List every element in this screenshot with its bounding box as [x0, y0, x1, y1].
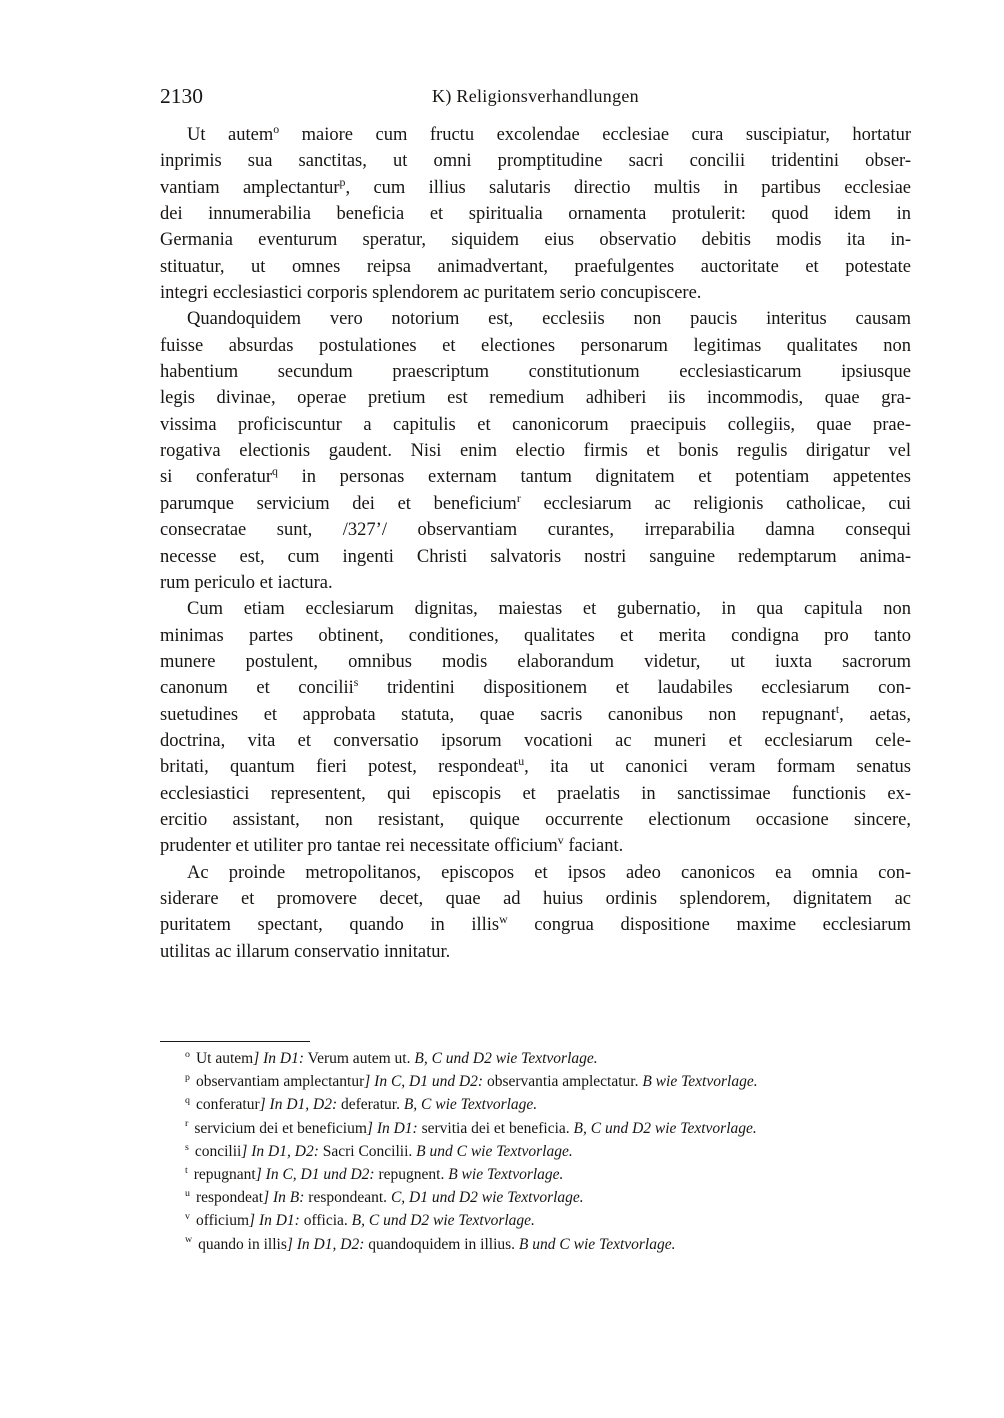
text-line: Quandoquidem vero notorium est, ecclesiis non paucis interitus causam: [187, 309, 911, 330]
footnote: [160, 1209, 911, 1232]
footnote-lemma-text: respondeant.: [304, 1189, 391, 1207]
paragraph: [160, 860, 911, 965]
running-head: K) Religionsverhandlungen: [432, 86, 639, 106]
footnote-list: [160, 1047, 911, 1256]
page-number: 2130: [160, 84, 203, 108]
text-line: canonum et concilii$^s$ tridentini dispositionem et laudabiles ecclesiarum con-: [160, 675, 911, 699]
body-text: [160, 122, 911, 965]
footnote-lemma-text: Ut autem: [195, 1050, 254, 1067]
footnote-marker: t: [185, 1164, 188, 1176]
text-line: vissima proficiscuntur a capitulis et canonicorum praecipuis collegiis, quae prae-: [160, 414, 911, 435]
text-line: munere postulent, omnibus modis elaborandum videtur, ut iuxta sacrorum: [160, 651, 911, 672]
text-line: fuisse absurdas postulationes et electiones personarum legitimas qualitates non: [160, 335, 911, 356]
text-line: Cum etiam ecclesiarum dignitas, maiestas et gubernatio, in qua capitula non: [187, 599, 911, 620]
footnote-lemma-text: Sacri Concilii.: [318, 1142, 417, 1160]
text-line: suetudines et approbata statuta, quae sacris canonibus non repugnant$^t$, aetas,: [160, 701, 911, 725]
footnote: [160, 1047, 911, 1070]
apparatus-marker: p: [339, 174, 346, 189]
text-line: puritatem spectant, quando in illis$^w$ congrua dispositione maxime ecclesiarum: [160, 912, 911, 936]
text-line: Germania eventurum speratur, siquidem eius observatio debitis modis ita in-: [160, 230, 911, 251]
footnote: [160, 1140, 911, 1163]
footnote-lemma-text: concilii: [194, 1142, 242, 1160]
footnote-variant-text: ] In C, D1 und D2:: [364, 1073, 484, 1091]
footnote-lemma-text: quando in illis: [198, 1235, 287, 1253]
footnote: [160, 1163, 911, 1186]
footnote-lemma-text: observantiam amplectantur: [195, 1073, 365, 1091]
footnote-marker: q: [185, 1095, 190, 1107]
footnote-variant-text: C, D1 und D2 wie Textvorlage.: [390, 1189, 584, 1207]
text-line: habentium secundum praescriptum constitutionum ecclesiasticarum ipsiusque: [160, 362, 911, 383]
footnote: [160, 1233, 911, 1256]
text-line: rogativa electionis gaudent. Nisi enim electio firmis et bonis regulis dirigatur vel: [160, 441, 911, 462]
footnote: [160, 1070, 911, 1093]
footnote: [160, 1093, 911, 1116]
text-line: parumque servicium dei et beneficium$^r$ ecclesiarum ac religionis catholicae, cui: [160, 490, 912, 514]
text-line: ecclesiastici representent, qui episcopis et praelatis in sanctissimae functionis ex-: [160, 783, 911, 804]
text-line: prudenter et utiliter pro tantae rei necessitate officium$^v$ faciant.: [160, 833, 624, 857]
text-line: ercitio assistant, non resistant, quique occurrente electionum occasione sincere,: [160, 809, 911, 830]
footnote-lemma-text: officia.: [299, 1212, 352, 1230]
apparatus-marker: u: [518, 754, 525, 769]
footnote-separator: [160, 1041, 310, 1042]
apparatus-marker: v: [557, 833, 564, 848]
footnote-variant-text: ] In D1:: [249, 1212, 300, 1230]
footnote-lemma-text: conferatur: [195, 1096, 260, 1114]
footnote-marker: w: [185, 1234, 193, 1246]
footnote-variant-text: B wie Textvorlage.: [642, 1073, 758, 1091]
footnote-lemma-text: servicium dei et beneficium: [194, 1119, 367, 1137]
text-line: doctrina, vita et conversatio ipsorum vocationi ac muneri et ecclesiarum cele-: [160, 730, 911, 751]
footnote-lemma-text: Verum autem ut.: [304, 1050, 415, 1067]
footnote-lemma-text: repugnant: [193, 1166, 256, 1184]
apparatus-marker: t: [835, 701, 840, 716]
footnote-variant-text: ] In B:: [263, 1189, 305, 1207]
text-line: inprimis sua sanctitas, ut omni promptitudine sacri concilii tridentini obser-: [160, 151, 911, 172]
text-line: minimas partes obtinent, conditiones, qualitates et merita condigna pro tanto: [160, 625, 911, 646]
text-line: dei innumerabilia beneficia et spiritualia ornamenta protulerit: quod idem in: [160, 204, 911, 225]
text-line: necesse est, cum ingenti Christi salvatoris nostri sanguine redemptarum anima-: [160, 546, 911, 567]
footnote-variant-text: B und C wie Textvorlage.: [416, 1142, 573, 1160]
footnote-variant-text: B, C und D2 wie Textvorlage.: [573, 1119, 757, 1137]
footnote-marker: v: [185, 1211, 190, 1223]
text-line: rum periculo et iactura.: [160, 572, 333, 593]
footnote-marker: p: [185, 1072, 190, 1084]
footnote-variant-text: B, C und D2 wie Textvorlage.: [351, 1212, 535, 1230]
footnote-lemma-text: quandoquidem in illius.: [364, 1235, 519, 1253]
footnote-lemma-text: respondeat: [195, 1189, 264, 1207]
footnote-marker: s: [185, 1141, 189, 1153]
page-header: [160, 83, 911, 109]
text-line: Ut autem$^o$ maiore cum fructu excolendae ecclesiae cura suscipiatur, hortatur: [187, 121, 911, 145]
paragraph: [160, 122, 911, 306]
text-line: vantiam amplectantur$^p$, cum illius salutaris directio multis in partibus ecclesiae: [160, 174, 911, 198]
footnote-lemma-text: repugnent.: [374, 1166, 449, 1184]
footnote-variant-text: ] In D1, D2:: [286, 1235, 365, 1253]
apparatus-marker: q: [272, 464, 278, 479]
footnote-marker: r: [185, 1118, 189, 1130]
footnote-variant-text: ] In D1, D2:: [241, 1142, 319, 1160]
footnote-variant-text: ] In D1:: [253, 1050, 305, 1067]
paragraph: [160, 596, 911, 859]
text-line: britati, quantum fieri potest, respondeat$^u$, ita ut canonici veram formam senatus: [160, 754, 911, 778]
footnote-variant-text: B wie Textvorlage.: [448, 1166, 564, 1184]
footnote: [160, 1186, 911, 1209]
apparatus-marker: r: [516, 490, 521, 505]
footnote-variant-text: ] In D1:: [366, 1119, 418, 1137]
footnote-variant-text: ] In D1, D2:: [259, 1096, 338, 1114]
text-line: stituatur, ut omnes reipsa animadvertant, praefulgentes auctoritate et potestate: [160, 256, 911, 277]
footnote-marker: u: [185, 1188, 190, 1200]
footnote-lemma-text: observantia amplectatur.: [483, 1073, 643, 1091]
footnote-variant-text: B, C und D2 wie Textvorlage.: [414, 1050, 598, 1067]
text-line: si conferatur$^q$ in personas externam tantum dignitatem et potentiam appetentes: [160, 464, 911, 488]
text-line: siderare et promovere decet, quae ad huius ordinis splendorem, dignitatem ac: [160, 888, 911, 909]
footnote-variant-text: B, C wie Textvorlage.: [403, 1096, 538, 1114]
text-line: utilitas ac illarum conservatio innitatur.: [160, 941, 451, 962]
footnote-marker: o: [185, 1048, 190, 1060]
footnote-variant-text: ] In C, D1 und D2:: [255, 1166, 375, 1184]
text-line: legis divinae, operae pretium est remedium adhiberi iis incommodis, quae gra-: [160, 388, 911, 409]
apparatus-marker: w: [499, 912, 508, 927]
footnote: [160, 1117, 911, 1140]
text-line: Ac proinde metropolitanos, episcopos et ipsos adeo canonicos ea omnia con-: [187, 862, 911, 883]
apparatus-marker: o: [273, 121, 280, 136]
footnotes: [160, 1041, 911, 1256]
footnote-variant-text: B und C wie Textvorlage.: [518, 1235, 676, 1253]
footnote-lemma-text: deferatur.: [337, 1096, 404, 1114]
footnote-lemma-text: servitia dei et beneficia.: [417, 1119, 574, 1137]
paragraph: [160, 306, 911, 596]
footnote-lemma-text: officium: [195, 1212, 250, 1230]
apparatus-marker: s: [353, 675, 359, 690]
text-line: consecratae sunt, /327’/ observantiam curantes, irreparabilia damna consequi: [160, 520, 911, 541]
text-line: integri ecclesiastici corporis splendorem ac puritatem serio concupiscere.: [160, 283, 702, 304]
